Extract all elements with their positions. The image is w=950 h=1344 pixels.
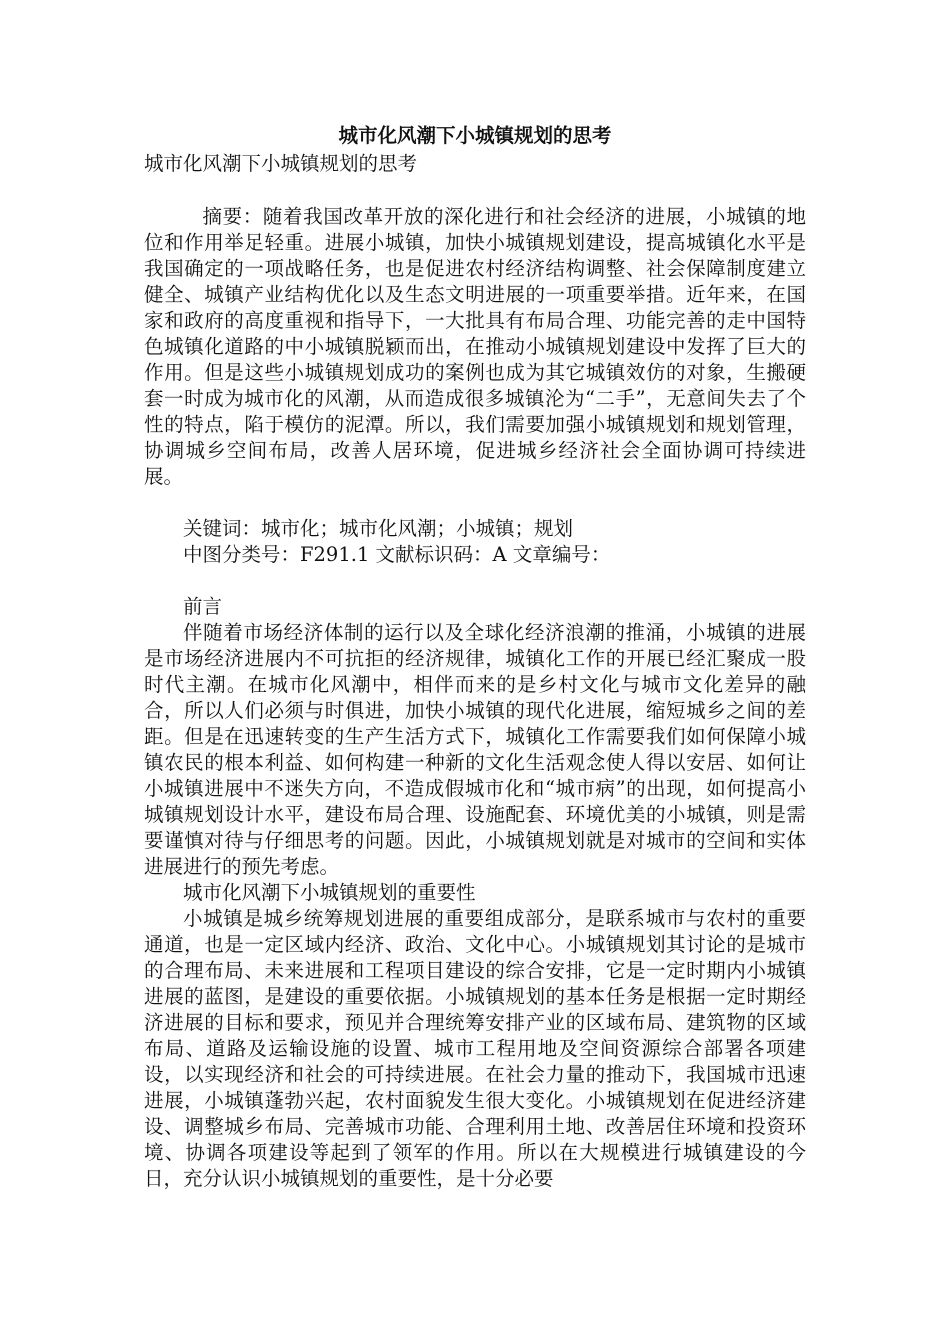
document-title: 城市化风潮下小城镇规划的思考 xyxy=(338,124,612,147)
preface-paragraph: 伴随着市场经济体制的运行以及全球化经济浪潮的推涌，小城镇的进展是市场经济进展内不可抗拒的经济规律，城镇化工作的开展已经汇聚成一股时代主潮。在城市化风潮中，相伴而来的是乡村文化与城市文化差异的融合，所以人们必须与时俱进，加快小城镇的现代化进展，缩短城乡之间的差距。但是在迅速转变的生产生活方式下，城镇化工作需要我们如何保障小城镇农民的根本利益、如何构建一种新的文化生活观念使人得以安居、如何让小城镇进展中不迷失方向，不造成假城市化和“城市病”的出现，如何提高小城镇规划设计水平，建设布局合理、设施配套、环境优美的小城镇，则是需要谨慎对待与仔细思考的问题。因此，小城镇规划就是对城市的空间和实体进展进行的预先考虑。 xyxy=(144,621,806,878)
classification-line: 中图分类号：F291.1 文献标识码：A 文章编号： xyxy=(183,543,611,566)
spacer xyxy=(144,178,806,204)
spacer xyxy=(144,568,806,594)
keywords-line: 关键词：城市化；城市化风潮；小城镇；规划 xyxy=(183,517,574,540)
document-page xyxy=(144,122,806,1192)
section-heading: 城市化风潮下小城镇规划的重要性 xyxy=(183,881,476,904)
abstract-paragraph: 摘要：随着我国改革开放的深化进行和社会经济的进展，小城镇的地位和作用举足轻重。进展小城镇，加快小城镇规划建设，提高城镇化水平是我国确定的一项战略任务，也是促进农村经济结构调整、社会保障制度建立健全、城镇产业结构优化以及生态文明进展的一项重要举措。近年来，在国家和政府的高度重视和指导下，一大批具有布局合理、功能完善的走中国特色城镇化道路的中小城镇脱颖而出，在推动小城镇规划建设中发挥了巨大的作用。但是这些小城镇规划成功的案例也成为其它城镇效仿的对象，生搬硬套一时成为城市化的风潮，从而造成很多城镇沦为“二手”，无意间失去了个性的特点，陷于模仿的泥潭。所以，我们需要加强小城镇规划和规划管理，协调城乡空间布局，改善人居环境，促进城乡经济社会全面协调可持续进展。 xyxy=(144,205,806,488)
document-subtitle: 城市化风潮下小城镇规划的思考 xyxy=(144,152,418,175)
spacer xyxy=(144,490,806,516)
preface-heading: 前言 xyxy=(183,595,223,618)
section-paragraph: 小城镇是城乡统筹规划进展的重要组成部分，是联系城市与农村的重要通道，也是一定区域内经济、政治、文化中心。小城镇规划其讨论的是城市的合理布局、未来进展和工程项目建设的综合安排，它是一定时期内小城镇进展的蓝图，是建设的重要依据。小城镇规划的基本任务是根据一定时期经济进展的目标和要求，预见并合理统筹安排产业的区域布局、建筑物的区域布局、道路及运输设施的设置、城市工程用地及空间资源综合部署各项建设，以实现经济和社会的可持续进展。在社会力量的推动下，我国城市迅速进展，小城镇蓬勃兴起，农村面貌发生很大变化。小城镇规划在促进经济建设、调整城乡布局、完善城市功能、合理利用土地、改善居住环境和投资环境、协调各项建设等起到了领军的作用。所以在大规模进行城镇建设的今日，充分认识小城镇规划的重要性，是十分必要 xyxy=(144,907,806,1190)
